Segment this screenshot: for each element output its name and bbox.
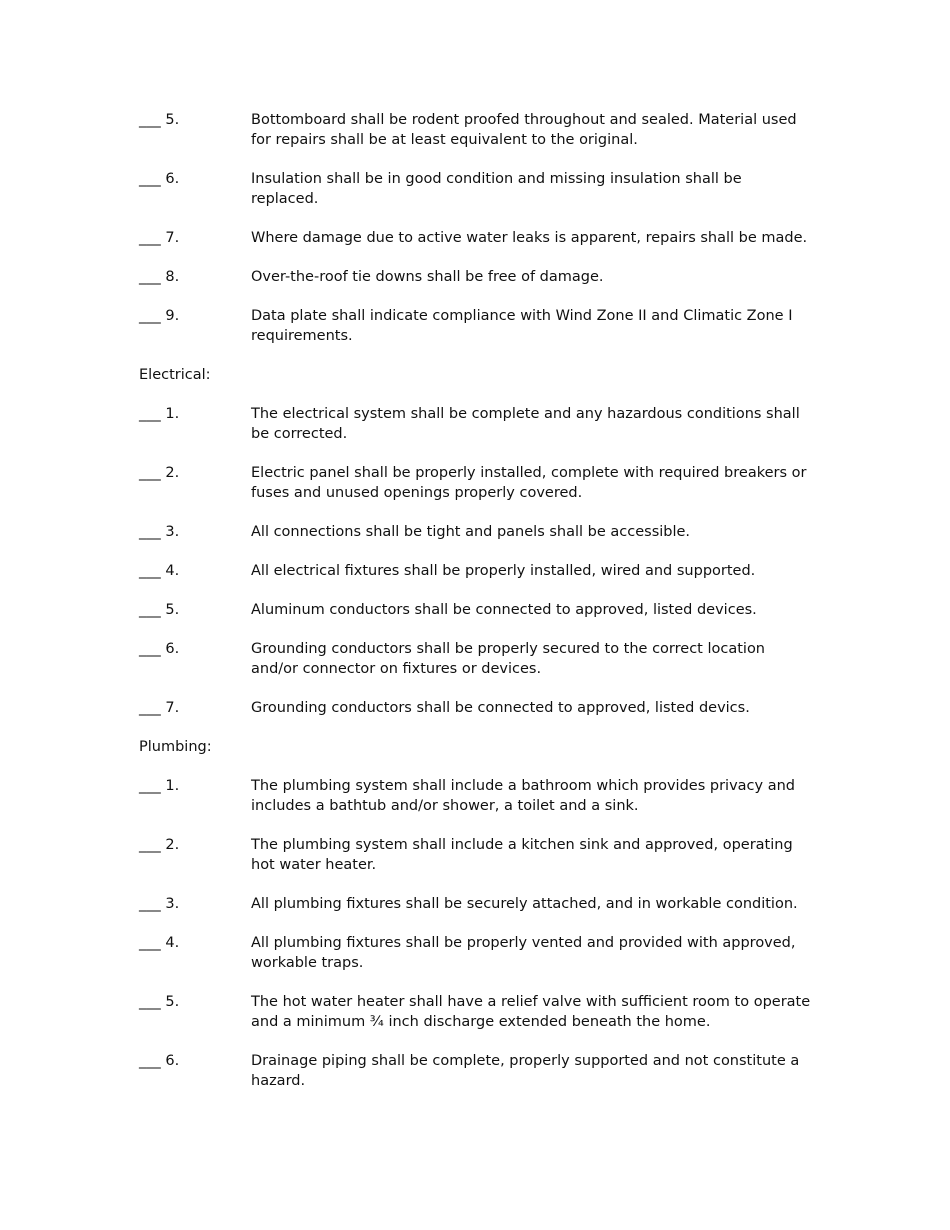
item-number: ___ 8.: [139, 269, 180, 285]
item-text: Drainage piping shall be complete, properly supported and not constitute a hazard.: [251, 1053, 800, 1089]
item-number: ___ 5.: [139, 994, 180, 1010]
list-item: [139, 933, 819, 973]
list-item: [139, 639, 819, 679]
section-heading-electrical: Electrical:: [139, 367, 211, 383]
item-text: The plumbing system shall include a bathroom which provides privacy and includes a bathtub and/or shower, a toilet and a sink.: [251, 778, 795, 814]
list-item: [139, 110, 819, 150]
list-item: [139, 404, 819, 444]
item-number: ___ 9.: [139, 308, 180, 324]
item-number: ___ 5.: [139, 112, 180, 128]
item-number: ___ 2.: [139, 837, 180, 853]
section-heading-plumbing: Plumbing:: [139, 739, 212, 755]
item-text: Grounding conductors shall be properly secured to the correct location and/or connector on fixtures or devices.: [251, 641, 765, 677]
item-number: ___ 6.: [139, 641, 180, 657]
item-text: Grounding conductors shall be connected to approved, listed devics.: [251, 700, 750, 716]
item-number: ___ 6.: [139, 1053, 180, 1069]
list-item: [139, 463, 819, 503]
list-item: [139, 1051, 819, 1091]
item-number: ___ 7.: [139, 230, 180, 246]
item-text: The electrical system shall be complete and any hazardous conditions shall be corrected.: [251, 406, 800, 442]
list-item: [139, 835, 819, 875]
item-text: Bottomboard shall be rodent proofed throughout and sealed. Material used for repairs shall be at least equivalent to the original.: [251, 112, 797, 148]
item-number: ___ 4.: [139, 563, 180, 579]
item-number: ___ 4.: [139, 935, 180, 951]
item-text: All plumbing fixtures shall be properly vented and provided with approved, workable traps.: [251, 935, 796, 971]
item-text: The hot water heater shall have a relief valve with sufficient room to operate and a minimum ¾ inch discharge extended beneath the home.: [251, 994, 811, 1030]
item-text: Aluminum conductors shall be connected to approved, listed devices.: [251, 602, 757, 618]
item-number: ___ 6.: [139, 171, 180, 187]
list-item: [139, 561, 819, 581]
item-number: ___ 1.: [139, 778, 180, 794]
item-text: All electrical fixtures shall be properly installed, wired and supported.: [251, 563, 756, 579]
item-number: ___ 5.: [139, 602, 180, 618]
list-item: [139, 267, 819, 287]
list-item: [139, 776, 819, 816]
list-item: [139, 600, 819, 620]
item-text: Insulation shall be in good condition and missing insulation shall be replaced.: [251, 171, 742, 207]
item-text: Where damage due to active water leaks is apparent, repairs shall be made.: [251, 230, 808, 246]
item-number: ___ 1.: [139, 406, 180, 422]
item-text: All plumbing fixtures shall be securely attached, and in workable condition.: [251, 896, 798, 912]
list-item: [139, 894, 819, 914]
item-number: ___ 7.: [139, 700, 180, 716]
list-item: [139, 169, 819, 209]
item-number: ___ 3.: [139, 524, 180, 540]
item-number: ___ 3.: [139, 896, 180, 912]
item-text: Electric panel shall be properly installed, complete with required breakers or fuses and unused openings properly covered.: [251, 465, 807, 501]
list-item: [139, 228, 819, 248]
item-text: Over-the-roof tie downs shall be free of damage.: [251, 269, 604, 285]
document-page: [0, 110, 950, 1110]
item-text: The plumbing system shall include a kitchen sink and approved, operating hot water heater.: [251, 837, 793, 873]
list-item: [139, 992, 819, 1032]
list-item: [139, 306, 819, 346]
list-item: [139, 522, 819, 542]
item-number: ___ 2.: [139, 465, 180, 481]
list-item: [139, 698, 819, 718]
item-text: All connections shall be tight and panels shall be accessible.: [251, 524, 691, 540]
item-text: Data plate shall indicate compliance with Wind Zone II and Climatic Zone I requirements.: [251, 308, 793, 344]
